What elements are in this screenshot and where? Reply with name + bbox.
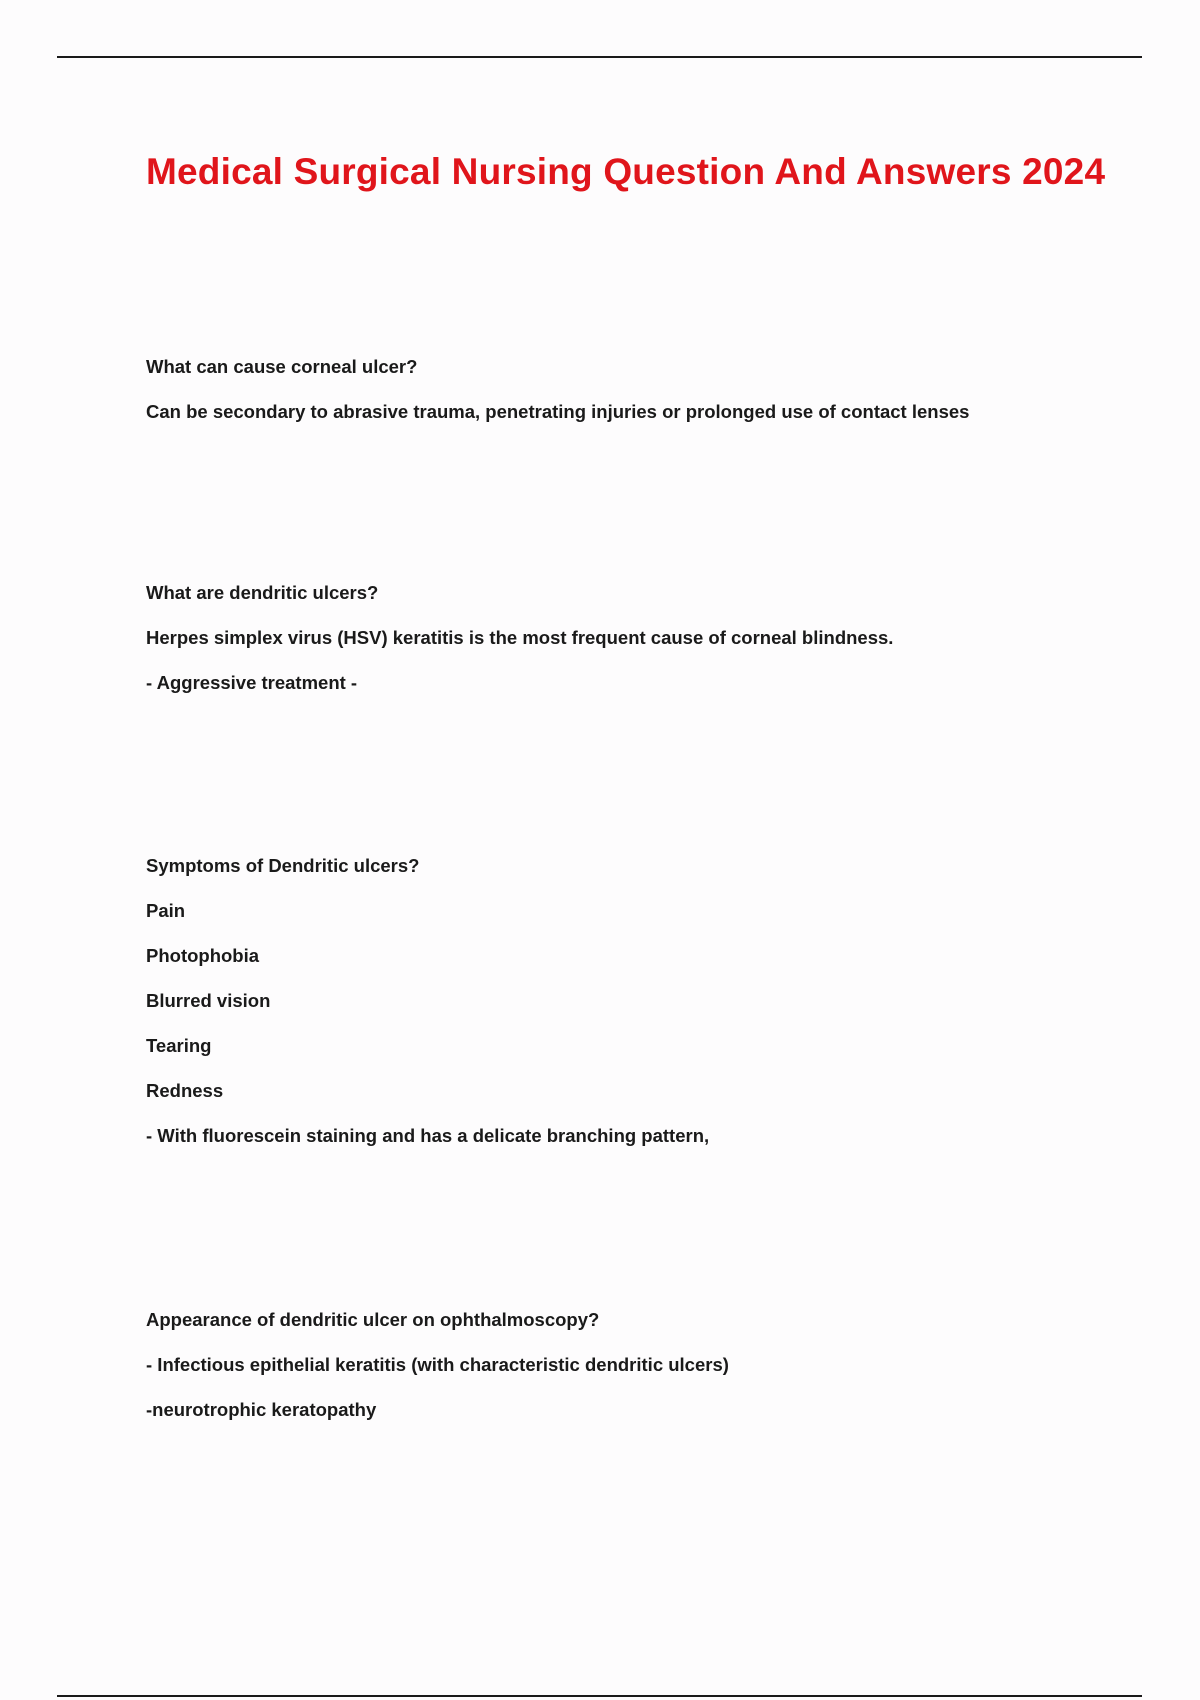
answer-line: Blurred vision — [146, 990, 271, 1011]
footer-rule — [57, 1695, 1142, 1697]
answer-line: - With fluorescein staining and has a delicate branching pattern, — [146, 1125, 710, 1146]
answer-line: Herpes simplex virus (HSV) keratitis is the most frequent cause of corneal blindness. — [146, 627, 894, 648]
answer-line: - Aggressive treatment - — [146, 672, 358, 693]
answer-line: Tearing — [146, 1035, 212, 1056]
question: Symptoms of Dendritic ulcers? — [146, 855, 420, 876]
question: What are dendritic ulcers? — [146, 582, 379, 603]
qa-block — [146, 582, 1106, 694]
question: Appearance of dendritic ulcer on ophthalmoscopy? — [146, 1309, 600, 1330]
answer-line: Can be secondary to abrasive trauma, penetrating injuries or prolonged use of contact lenses — [146, 401, 970, 422]
qa-block — [146, 1309, 1106, 1421]
answer-line: Photophobia — [146, 945, 260, 966]
question: What can cause corneal ulcer? — [146, 356, 418, 377]
answer-line: Redness — [146, 1080, 224, 1101]
answer-line: - Infectious epithelial keratitis (with characteristic dendritic ulcers) — [146, 1354, 729, 1375]
answer-line: -neurotrophic keratopathy — [146, 1399, 377, 1420]
answer-line: Pain — [146, 900, 186, 921]
header-rule — [57, 56, 1142, 58]
qa-block — [146, 855, 1106, 1147]
qa-block — [146, 356, 1106, 423]
document-title: Medical Surgical Nursing Question And Answers 2024 — [146, 151, 1106, 192]
